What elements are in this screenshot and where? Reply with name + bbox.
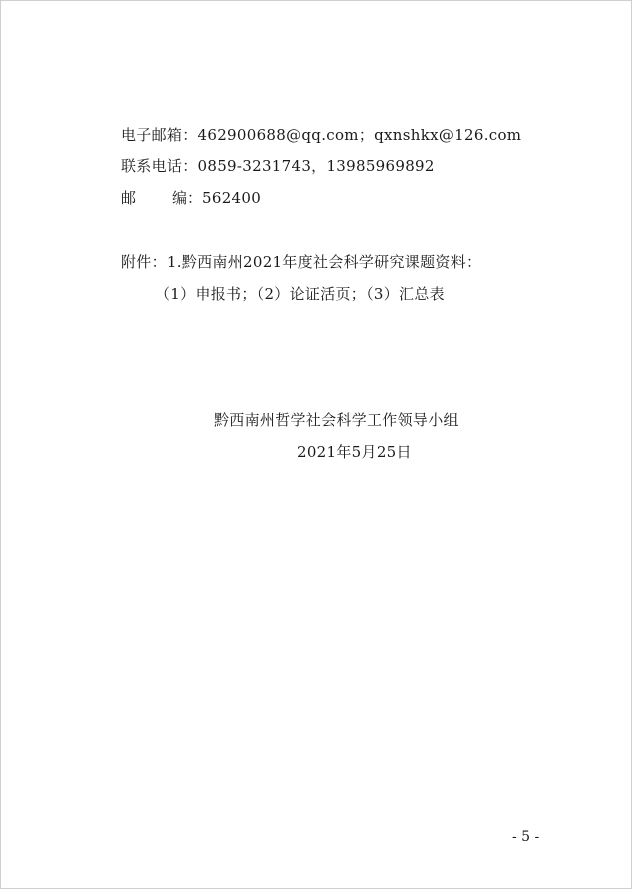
attachment-line-2: （1）申报书；（2）论证活页；（3）汇总表 [155,285,445,303]
signature-date: 2021年5月25日 [297,443,412,461]
phone-value: 0859-3231743，13985969892 [197,157,435,175]
phone-line [121,156,435,176]
attachment-line-1: 附件：1.黔西南州2021年度社会科学研究课题资料： [121,253,482,271]
email-label: 电子邮箱： [121,126,198,144]
email-value: 462900688@qq.com；qxnshkx@126.com [197,126,522,144]
email-line [121,125,521,145]
signature-organization: 黔西南州哲学社会科学工作领导小组 [214,411,459,429]
postcode-line [121,188,261,208]
postcode-value: 562400 [202,189,262,207]
page-number: - 5 - [512,829,540,845]
postcode-label: 邮 编： [121,189,203,207]
phone-label: 联系电话： [121,157,198,175]
